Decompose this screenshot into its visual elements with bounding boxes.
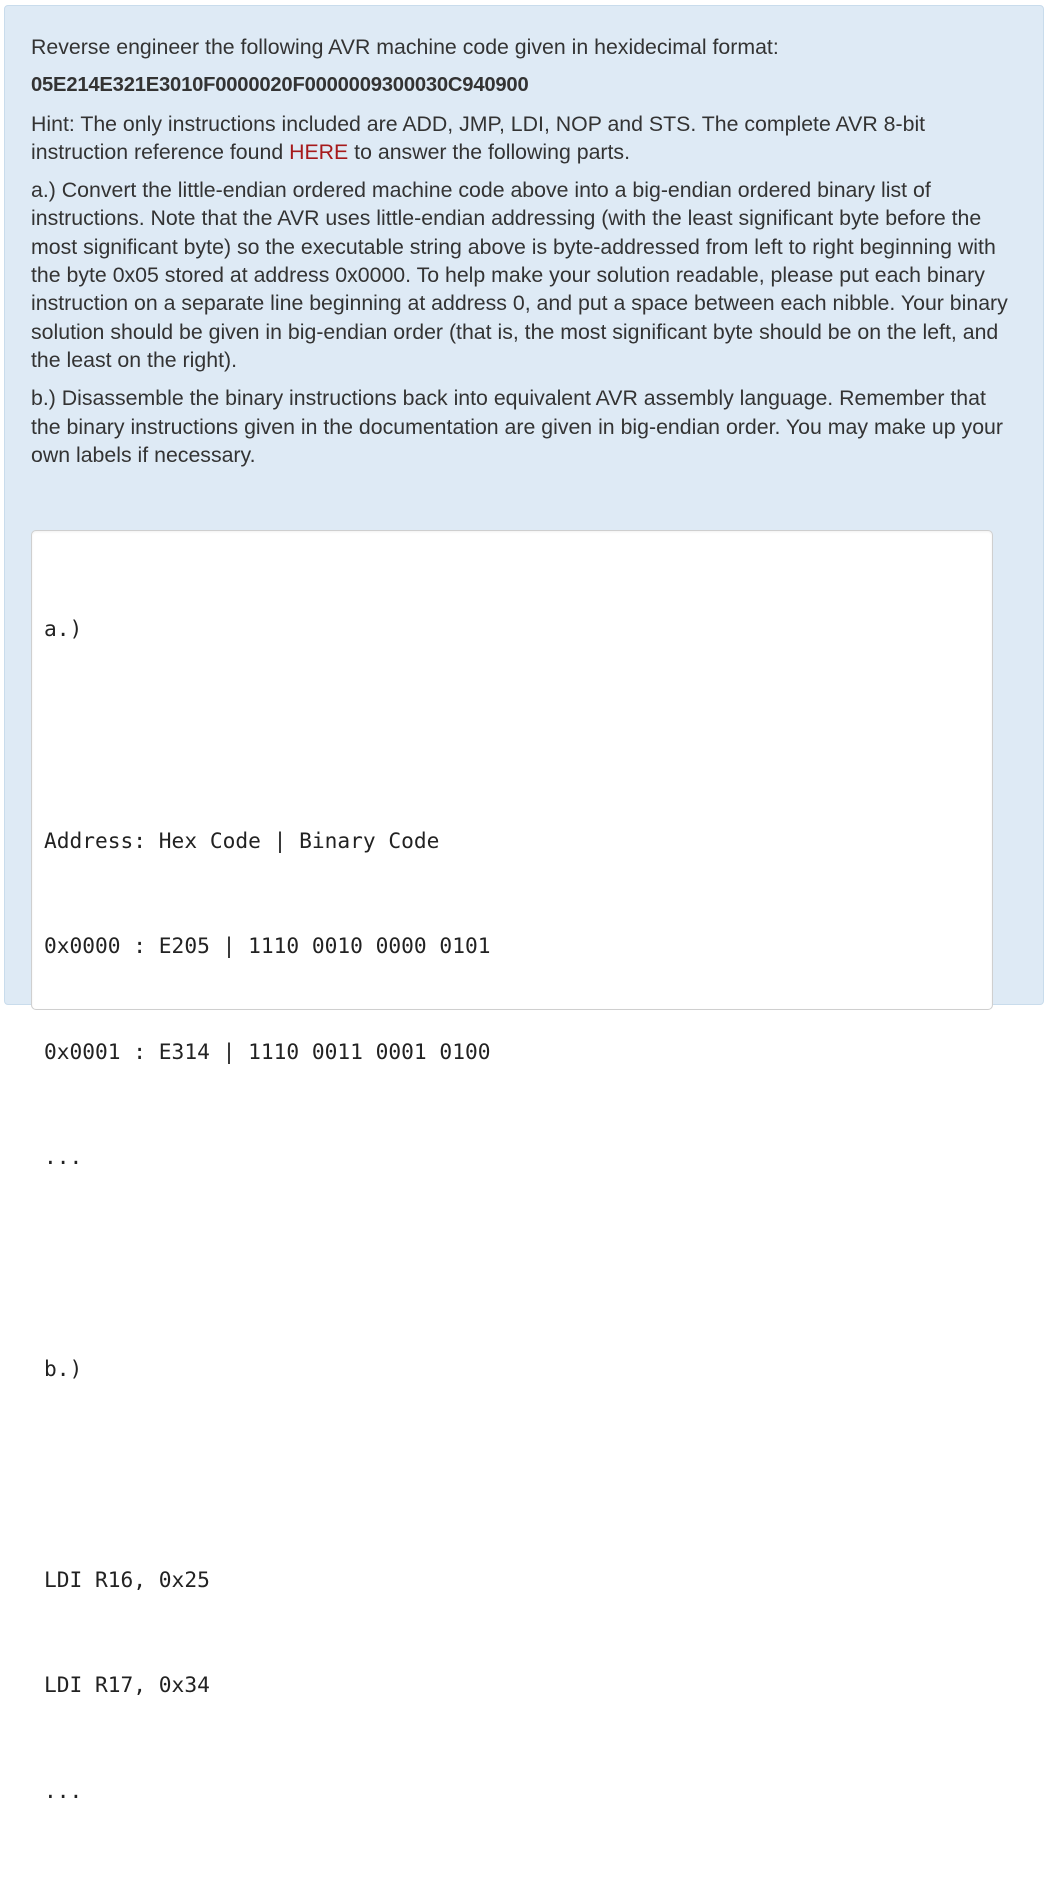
answer-line: LDI R16, 0x25 [44, 1566, 210, 1592]
answer-line [44, 1245, 980, 1280]
answer-line: b.) [44, 1355, 83, 1381]
question-panel [4, 5, 1044, 1803]
hint-text-after: to answer the following parts. [348, 139, 631, 164]
answer-line: 0x0000 : E205 | 1110 0010 0000 0101 [44, 933, 491, 959]
part-a-instructions: a.) Convert the little-endian ordered machine code above into a big-endian ordered binary list of instructions. Note that the AVR uses little-endian addressing (with the least significant byte before the most significant byte) so the executable string above is byte-addressed from left to right beginning with the byte 0x05 stored at address 0x0000. To help make your solution readable, please put each binary instruction on a separate line beginning at address 0, and put a space between each nibble. Your binary solution should be given in big-endian order (that is, the most significant byte should be on the left, and the least on the right). [31, 178, 1008, 372]
answer-line: 0x0001 : E314 | 1110 0011 0001 0100 [44, 1038, 491, 1064]
answer-line [44, 717, 980, 752]
answer-textarea[interactable] [31, 530, 993, 1803]
answer-line: LDI R17, 0x34 [44, 1672, 210, 1698]
part-b-instructions: b.) Disassemble the binary instructions back into equivalent AVR assembly language. Remember that the binary instructions given in the documentation are given in big-endian order. You may make up your own labels if necessary. [31, 386, 1003, 467]
answer-line: ... [44, 1144, 83, 1170]
hint-text-before: Hint: The only instructions included are ADD, JMP, LDI, NOP and STS. The complete AVR 8-bit instruction reference found [31, 111, 926, 164]
answer-line: ... [44, 1777, 83, 1803]
hint-paragraph [31, 110, 1017, 167]
question-intro: Reverse engineer the following AVR machine code given in hexidecimal format: [31, 35, 779, 59]
instruction-reference-link[interactable]: HERE [289, 139, 349, 164]
answer-line [44, 1456, 980, 1491]
machine-code: 05E214E321E3010F0000020F0000009300030C940900 [31, 74, 529, 97]
answer-line: Address: Hex Code | Binary Code [44, 827, 440, 853]
answer-line: a.) [44, 616, 83, 642]
